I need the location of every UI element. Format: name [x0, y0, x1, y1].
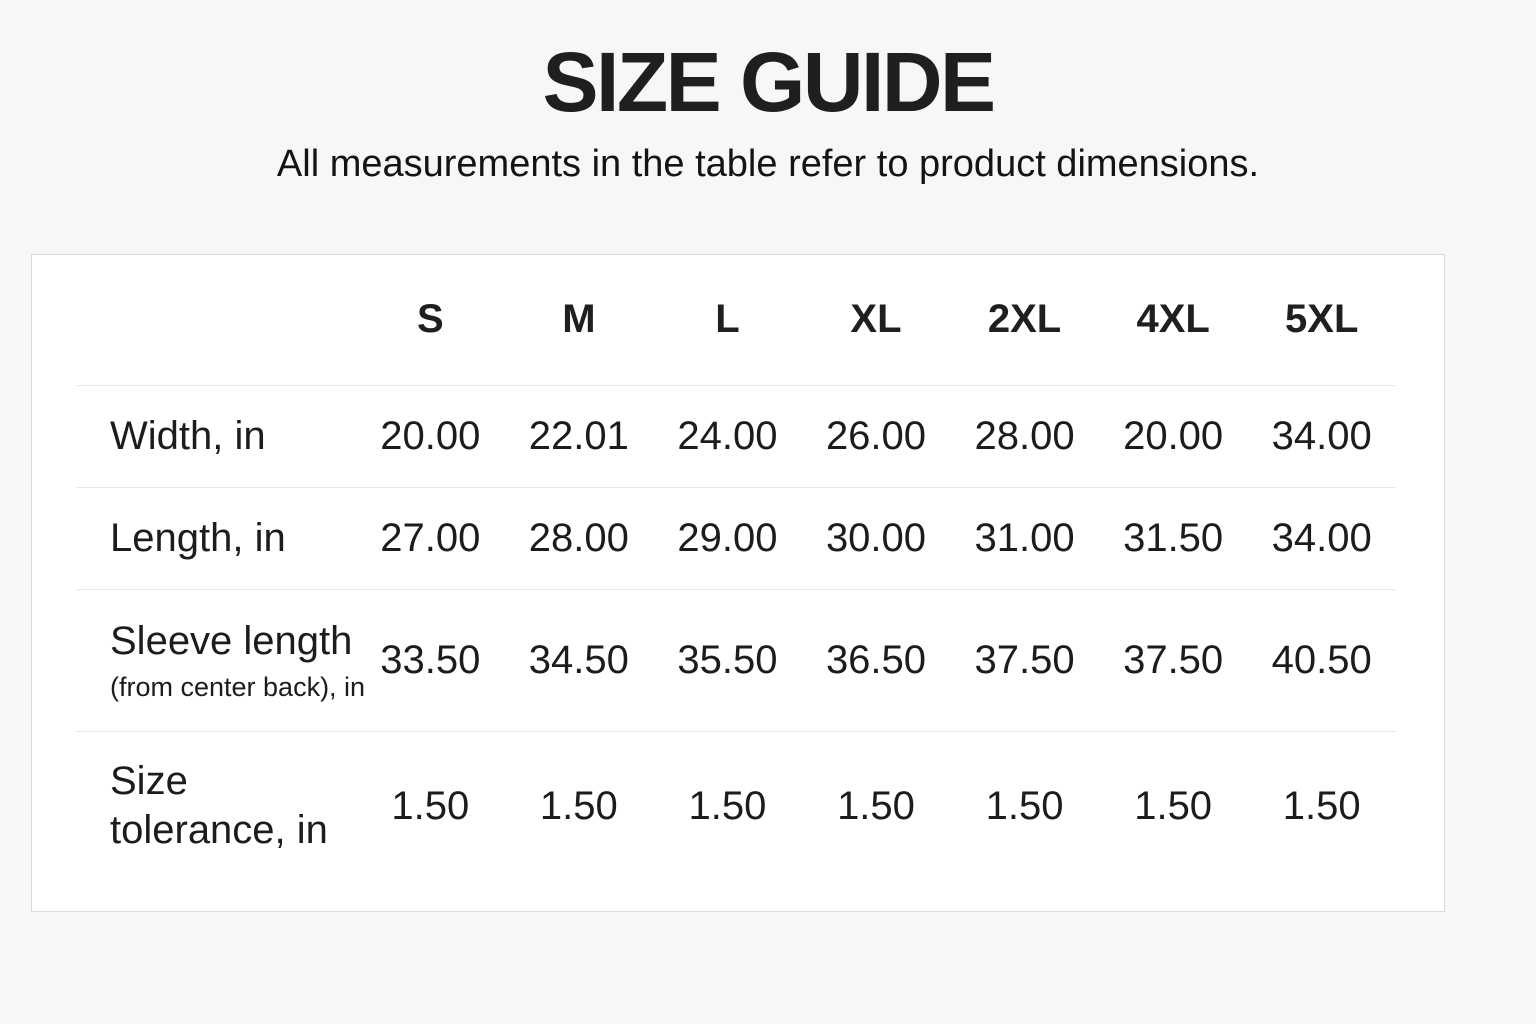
value-cell: 30.00 — [825, 515, 927, 560]
value-cell: 34.00 — [1271, 515, 1372, 560]
page-subtitle: All measurements in the table refer to product dimensions. — [276, 143, 1260, 186]
value-cell: 28.00 — [528, 515, 629, 560]
value-cell: 1.50 — [837, 783, 915, 828]
size-guide-card — [31, 254, 1445, 912]
column-header-2xl: 2XL — [987, 297, 1062, 342]
table-row-length — [76, 487, 1396, 589]
table-row-size-tolerance — [76, 731, 1396, 881]
table-header-row — [76, 255, 1396, 385]
table-row-width — [76, 385, 1396, 487]
value-cell: 26.00 — [825, 413, 927, 458]
value-cell: 34.00 — [1271, 413, 1372, 458]
value-cell: 29.00 — [677, 515, 778, 560]
value-cell: 1.50 — [1282, 783, 1361, 828]
value-cell: 28.00 — [974, 413, 1075, 458]
value-cell: 27.00 — [380, 515, 481, 560]
value-cell: 1.50 — [391, 783, 470, 828]
row-label: Sleeve length — [110, 619, 353, 664]
value-cell: 37.50 — [974, 637, 1075, 682]
value-cell: 37.50 — [1123, 637, 1224, 682]
value-cell: 40.50 — [1271, 637, 1372, 682]
column-header-m: M — [562, 297, 596, 342]
value-cell: 20.00 — [380, 413, 481, 458]
value-cell: 1.50 — [985, 783, 1064, 828]
value-cell: 20.00 — [1123, 413, 1224, 458]
column-header-xl: XL — [850, 297, 902, 342]
row-label: Size tolerance, in — [110, 759, 328, 853]
row-label: Length, in — [110, 515, 286, 560]
value-cell: 1.50 — [1134, 783, 1213, 828]
row-label-cell — [76, 757, 356, 855]
column-header-s: S — [416, 297, 444, 342]
value-cell: 22.01 — [528, 413, 629, 458]
value-cell: 31.00 — [974, 515, 1075, 560]
value-cell: 36.50 — [825, 637, 927, 682]
value-cell: 34.50 — [528, 637, 629, 682]
column-header-5xl: 5XL — [1285, 297, 1359, 342]
value-cell: 31.50 — [1123, 515, 1224, 560]
row-label: Width, in — [110, 413, 266, 458]
row-sublabel: (from center back), in — [110, 672, 366, 703]
row-label-cell — [76, 617, 366, 703]
value-cell: 33.50 — [380, 637, 481, 682]
row-label-cell — [76, 514, 356, 563]
column-header-4xl: 4XL — [1136, 297, 1210, 342]
value-cell: 35.50 — [677, 637, 778, 682]
page-title: SIZE GUIDE — [542, 35, 994, 129]
table-row-sleeve-length — [76, 589, 1396, 731]
value-cell: 1.50 — [688, 783, 767, 828]
column-header-l: L — [715, 297, 740, 342]
value-cell: 24.00 — [677, 413, 778, 458]
row-label-cell — [76, 412, 356, 461]
value-cell: 1.50 — [539, 783, 618, 828]
